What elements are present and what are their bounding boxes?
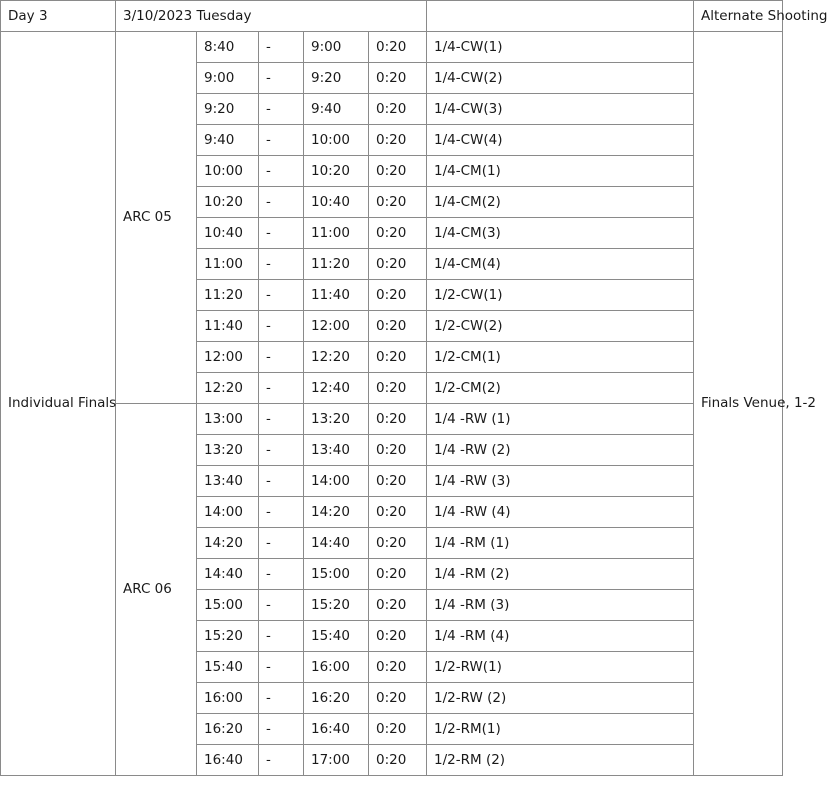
time-separator: - (259, 621, 304, 652)
schedule-row (1, 404, 783, 435)
start-time: 16:20 (197, 714, 259, 745)
header-blank-cell (427, 1, 694, 32)
match-label: 1/4 -RM (4) (427, 621, 694, 652)
match-label: 1/4 -RM (2) (427, 559, 694, 590)
time-separator: - (259, 590, 304, 621)
time-separator: - (259, 373, 304, 404)
duration: 0:20 (369, 311, 427, 342)
match-label: 1/4 -RW (2) (427, 435, 694, 466)
end-time: 16:20 (304, 683, 369, 714)
match-label: 1/4-CW(4) (427, 125, 694, 156)
duration: 0:20 (369, 280, 427, 311)
match-label: 1/2-CM(1) (427, 342, 694, 373)
end-time: 16:00 (304, 652, 369, 683)
match-label: 1/4 -RW (3) (427, 466, 694, 497)
end-time: 12:20 (304, 342, 369, 373)
start-time: 13:00 (197, 404, 259, 435)
time-separator: - (259, 528, 304, 559)
start-time: 10:40 (197, 218, 259, 249)
end-time: 14:40 (304, 528, 369, 559)
start-time: 10:00 (197, 156, 259, 187)
duration: 0:20 (369, 32, 427, 63)
match-label: 1/4-CM(1) (427, 156, 694, 187)
duration: 0:20 (369, 373, 427, 404)
time-separator: - (259, 435, 304, 466)
end-time: 13:20 (304, 404, 369, 435)
match-label: 1/2-CW(2) (427, 311, 694, 342)
alternate-shooting-label: Alternate Shooting (694, 1, 783, 32)
start-time: 13:40 (197, 466, 259, 497)
duration: 0:20 (369, 652, 427, 683)
time-separator: - (259, 342, 304, 373)
time-separator: - (259, 63, 304, 94)
duration: 0:20 (369, 63, 427, 94)
duration: 0:20 (369, 683, 427, 714)
duration: 0:20 (369, 187, 427, 218)
match-label: 1/4-CW(2) (427, 63, 694, 94)
end-time: 12:00 (304, 311, 369, 342)
end-time: 17:00 (304, 745, 369, 776)
duration: 0:20 (369, 528, 427, 559)
duration: 0:20 (369, 435, 427, 466)
duration: 0:20 (369, 125, 427, 156)
time-separator: - (259, 125, 304, 156)
end-time: 10:40 (304, 187, 369, 218)
group-label: ARC 06 (116, 404, 197, 776)
group-label: ARC 05 (116, 32, 197, 404)
match-label: 1/4-CM(4) (427, 249, 694, 280)
match-label: 1/4 -RW (4) (427, 497, 694, 528)
time-separator: - (259, 559, 304, 590)
start-time: 14:00 (197, 497, 259, 528)
start-time: 14:20 (197, 528, 259, 559)
time-separator: - (259, 466, 304, 497)
duration: 0:20 (369, 621, 427, 652)
match-label: 1/4-CW(3) (427, 94, 694, 125)
time-separator: - (259, 187, 304, 218)
end-time: 13:40 (304, 435, 369, 466)
match-label: 1/2-RW (2) (427, 683, 694, 714)
match-label: 1/2-RM (2) (427, 745, 694, 776)
duration: 0:20 (369, 559, 427, 590)
duration: 0:20 (369, 156, 427, 187)
duration: 0:20 (369, 404, 427, 435)
end-time: 14:00 (304, 466, 369, 497)
duration: 0:20 (369, 466, 427, 497)
start-time: 11:40 (197, 311, 259, 342)
end-time: 12:40 (304, 373, 369, 404)
start-time: 9:40 (197, 125, 259, 156)
duration: 0:20 (369, 218, 427, 249)
start-time: 16:00 (197, 683, 259, 714)
end-time: 14:20 (304, 497, 369, 528)
time-separator: - (259, 218, 304, 249)
start-time: 11:00 (197, 249, 259, 280)
section-label: Individual Finals (1, 32, 116, 776)
start-time: 8:40 (197, 32, 259, 63)
day-label: Day 3 (1, 1, 116, 32)
end-time: 15:20 (304, 590, 369, 621)
duration: 0:20 (369, 497, 427, 528)
end-time: 15:00 (304, 559, 369, 590)
duration: 0:20 (369, 249, 427, 280)
start-time: 12:20 (197, 373, 259, 404)
start-time: 12:00 (197, 342, 259, 373)
start-time: 15:40 (197, 652, 259, 683)
end-time: 10:00 (304, 125, 369, 156)
start-time: 13:20 (197, 435, 259, 466)
match-label: 1/4-CM(3) (427, 218, 694, 249)
end-time: 10:20 (304, 156, 369, 187)
time-separator: - (259, 404, 304, 435)
time-separator: - (259, 32, 304, 63)
duration: 0:20 (369, 342, 427, 373)
schedule-row (1, 32, 783, 63)
duration: 0:20 (369, 94, 427, 125)
end-time: 11:40 (304, 280, 369, 311)
end-time: 15:40 (304, 621, 369, 652)
match-label: 1/4 -RM (3) (427, 590, 694, 621)
start-time: 16:40 (197, 745, 259, 776)
time-separator: - (259, 311, 304, 342)
match-label: 1/2-CW(1) (427, 280, 694, 311)
end-time: 11:20 (304, 249, 369, 280)
start-time: 15:20 (197, 621, 259, 652)
match-label: 1/4-CM(2) (427, 187, 694, 218)
end-time: 16:40 (304, 714, 369, 745)
time-separator: - (259, 156, 304, 187)
header-row (1, 1, 783, 32)
start-time: 11:20 (197, 280, 259, 311)
start-time: 9:00 (197, 63, 259, 94)
start-time: 9:20 (197, 94, 259, 125)
match-label: 1/2-RM(1) (427, 714, 694, 745)
time-separator: - (259, 497, 304, 528)
time-separator: - (259, 745, 304, 776)
time-separator: - (259, 280, 304, 311)
start-time: 10:20 (197, 187, 259, 218)
time-separator: - (259, 652, 304, 683)
match-label: 1/2-CM(2) (427, 373, 694, 404)
start-time: 14:40 (197, 559, 259, 590)
duration: 0:20 (369, 590, 427, 621)
time-separator: - (259, 683, 304, 714)
start-time: 15:00 (197, 590, 259, 621)
match-label: 1/4 -RM (1) (427, 528, 694, 559)
end-time: 11:00 (304, 218, 369, 249)
match-label: 1/4 -RW (1) (427, 404, 694, 435)
end-time: 9:00 (304, 32, 369, 63)
duration: 0:20 (369, 714, 427, 745)
time-separator: - (259, 714, 304, 745)
end-time: 9:20 (304, 63, 369, 94)
time-separator: - (259, 94, 304, 125)
end-time: 9:40 (304, 94, 369, 125)
date-label: 3/10/2023 Tuesday (116, 1, 427, 32)
match-label: 1/2-RW(1) (427, 652, 694, 683)
duration: 0:20 (369, 745, 427, 776)
venue-label: Finals Venue, 1-2 (694, 32, 783, 776)
time-separator: - (259, 249, 304, 280)
match-label: 1/4-CW(1) (427, 32, 694, 63)
